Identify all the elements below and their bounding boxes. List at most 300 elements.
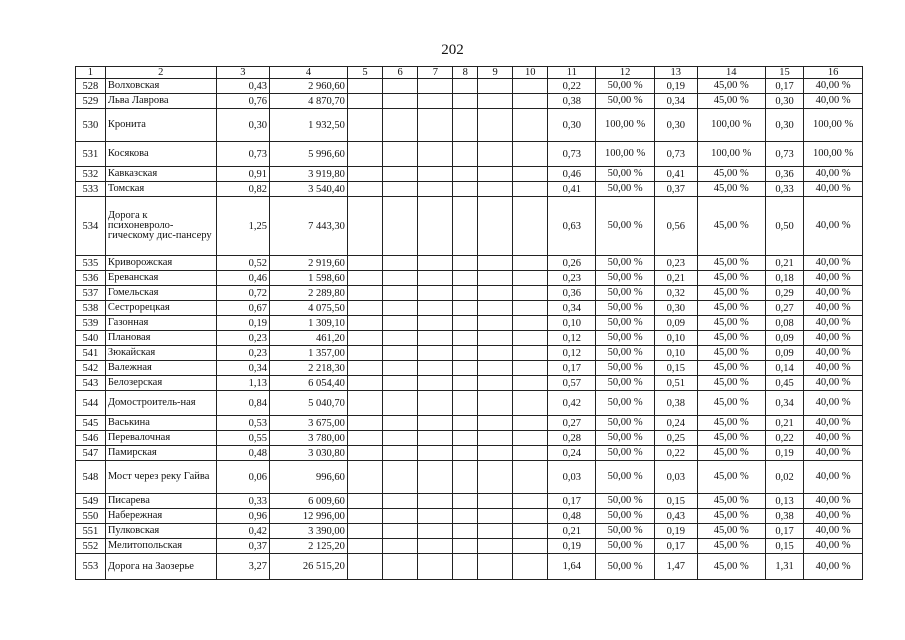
table-row	[76, 446, 863, 461]
percent-16: 40,00 %	[804, 391, 863, 416]
empty-cell	[418, 316, 453, 331]
value-15: 0,30	[765, 109, 803, 142]
percent-14: 100,00 %	[697, 109, 765, 142]
header-row	[76, 67, 863, 79]
empty-cell	[477, 182, 512, 197]
length-value: 0,48	[216, 446, 269, 461]
street-name: Зюкайская	[105, 346, 216, 361]
value-15: 1,31	[765, 554, 803, 580]
percent-16: 40,00 %	[804, 256, 863, 271]
street-name: Белозерская	[105, 376, 216, 391]
empty-cell	[453, 509, 478, 524]
row-number: 548	[76, 461, 106, 494]
percent-16: 40,00 %	[804, 331, 863, 346]
percent-16: 100,00 %	[804, 109, 863, 142]
area-value: 1 598,60	[270, 271, 348, 286]
value-15: 0,09	[765, 346, 803, 361]
length-value: 3,27	[216, 554, 269, 580]
empty-cell	[418, 554, 453, 580]
empty-cell	[513, 361, 548, 376]
street-name: Мелитопольская	[105, 539, 216, 554]
value-11: 0,24	[548, 446, 596, 461]
column-header: 6	[383, 67, 418, 79]
percent-12: 50,00 %	[596, 271, 655, 286]
empty-cell	[453, 271, 478, 286]
empty-cell	[453, 539, 478, 554]
value-13: 0,37	[654, 182, 697, 197]
empty-cell	[347, 316, 382, 331]
table-row	[76, 461, 863, 494]
value-11: 0,46	[548, 167, 596, 182]
empty-cell	[513, 446, 548, 461]
column-header: 11	[548, 67, 596, 79]
empty-cell	[383, 446, 418, 461]
empty-cell	[453, 182, 478, 197]
empty-cell	[418, 539, 453, 554]
row-number: 535	[76, 256, 106, 271]
value-13: 0,09	[654, 316, 697, 331]
length-value: 0,19	[216, 316, 269, 331]
street-name: Газонная	[105, 316, 216, 331]
data-table	[75, 66, 863, 580]
empty-cell	[418, 431, 453, 446]
percent-12: 50,00 %	[596, 182, 655, 197]
table-row	[76, 256, 863, 271]
value-15: 0,09	[765, 331, 803, 346]
empty-cell	[347, 431, 382, 446]
percent-12: 50,00 %	[596, 524, 655, 539]
empty-cell	[383, 182, 418, 197]
empty-cell	[347, 167, 382, 182]
column-header: 15	[765, 67, 803, 79]
percent-16: 40,00 %	[804, 361, 863, 376]
percent-14: 45,00 %	[697, 94, 765, 109]
percent-16: 40,00 %	[804, 301, 863, 316]
empty-cell	[477, 94, 512, 109]
column-header: 10	[513, 67, 548, 79]
value-11: 0,12	[548, 331, 596, 346]
percent-12: 50,00 %	[596, 446, 655, 461]
value-11: 0,30	[548, 109, 596, 142]
empty-cell	[347, 142, 382, 167]
percent-14: 45,00 %	[697, 494, 765, 509]
length-value: 0,55	[216, 431, 269, 446]
percent-16: 40,00 %	[804, 167, 863, 182]
empty-cell	[453, 461, 478, 494]
empty-cell	[477, 331, 512, 346]
value-13: 0,41	[654, 167, 697, 182]
empty-cell	[453, 167, 478, 182]
percent-12: 50,00 %	[596, 391, 655, 416]
percent-14: 45,00 %	[697, 271, 765, 286]
percent-14: 45,00 %	[697, 256, 765, 271]
length-value: 0,23	[216, 346, 269, 361]
row-number: 547	[76, 446, 106, 461]
percent-12: 50,00 %	[596, 167, 655, 182]
table-row	[76, 197, 863, 256]
empty-cell	[513, 461, 548, 494]
length-value: 0,84	[216, 391, 269, 416]
percent-12: 50,00 %	[596, 554, 655, 580]
percent-14: 45,00 %	[697, 79, 765, 94]
empty-cell	[477, 197, 512, 256]
value-15: 0,27	[765, 301, 803, 316]
length-value: 0,72	[216, 286, 269, 301]
percent-12: 50,00 %	[596, 539, 655, 554]
table-row	[76, 554, 863, 580]
column-header: 13	[654, 67, 697, 79]
empty-cell	[383, 346, 418, 361]
value-15: 0,14	[765, 361, 803, 376]
street-name: Валежная	[105, 361, 216, 376]
empty-cell	[347, 416, 382, 431]
percent-14: 45,00 %	[697, 554, 765, 580]
empty-cell	[418, 286, 453, 301]
empty-cell	[418, 391, 453, 416]
table-row	[76, 142, 863, 167]
empty-cell	[477, 316, 512, 331]
street-name: Памирская	[105, 446, 216, 461]
percent-14: 45,00 %	[697, 182, 765, 197]
street-name: Васькина	[105, 416, 216, 431]
area-value: 5 996,60	[270, 142, 348, 167]
empty-cell	[477, 416, 512, 431]
value-13: 0,34	[654, 94, 697, 109]
percent-12: 50,00 %	[596, 301, 655, 316]
area-value: 3 675,00	[270, 416, 348, 431]
length-value: 0,06	[216, 461, 269, 494]
empty-cell	[418, 197, 453, 256]
length-value: 0,52	[216, 256, 269, 271]
empty-cell	[383, 256, 418, 271]
length-value: 0,91	[216, 167, 269, 182]
empty-cell	[383, 524, 418, 539]
length-value: 0,37	[216, 539, 269, 554]
empty-cell	[513, 182, 548, 197]
percent-12: 50,00 %	[596, 461, 655, 494]
percent-16: 40,00 %	[804, 554, 863, 580]
row-number: 542	[76, 361, 106, 376]
row-number: 553	[76, 554, 106, 580]
empty-cell	[418, 361, 453, 376]
street-name: Домостроитель-ная	[105, 391, 216, 416]
empty-cell	[418, 376, 453, 391]
empty-cell	[383, 94, 418, 109]
percent-16: 40,00 %	[804, 79, 863, 94]
empty-cell	[453, 94, 478, 109]
length-value: 0,76	[216, 94, 269, 109]
row-number: 546	[76, 431, 106, 446]
value-15: 0,17	[765, 79, 803, 94]
percent-12: 50,00 %	[596, 94, 655, 109]
empty-cell	[477, 461, 512, 494]
area-value: 2 125,20	[270, 539, 348, 554]
empty-cell	[453, 431, 478, 446]
percent-12: 100,00 %	[596, 142, 655, 167]
table-row	[76, 167, 863, 182]
empty-cell	[513, 301, 548, 316]
percent-14: 45,00 %	[697, 391, 765, 416]
percent-12: 50,00 %	[596, 286, 655, 301]
empty-cell	[418, 416, 453, 431]
empty-cell	[383, 431, 418, 446]
empty-cell	[347, 509, 382, 524]
empty-cell	[477, 271, 512, 286]
empty-cell	[347, 554, 382, 580]
empty-cell	[513, 316, 548, 331]
percent-14: 45,00 %	[697, 524, 765, 539]
empty-cell	[347, 331, 382, 346]
empty-cell	[477, 391, 512, 416]
value-13: 0,03	[654, 461, 697, 494]
table-row	[76, 346, 863, 361]
percent-16: 40,00 %	[804, 346, 863, 361]
value-13: 0,30	[654, 109, 697, 142]
length-value: 0,30	[216, 109, 269, 142]
column-header: 1	[76, 67, 106, 79]
empty-cell	[477, 79, 512, 94]
empty-cell	[513, 142, 548, 167]
empty-cell	[453, 316, 478, 331]
percent-14: 45,00 %	[697, 539, 765, 554]
value-11: 0,41	[548, 182, 596, 197]
empty-cell	[418, 446, 453, 461]
value-13: 1,47	[654, 554, 697, 580]
length-value: 0,53	[216, 416, 269, 431]
street-name: Перевалочная	[105, 431, 216, 446]
row-number: 531	[76, 142, 106, 167]
street-name: Сестрорецкая	[105, 301, 216, 316]
row-number: 549	[76, 494, 106, 509]
column-header: 12	[596, 67, 655, 79]
empty-cell	[513, 431, 548, 446]
value-13: 0,22	[654, 446, 697, 461]
empty-cell	[418, 167, 453, 182]
area-value: 3 540,40	[270, 182, 348, 197]
row-number: 529	[76, 94, 106, 109]
value-11: 0,17	[548, 361, 596, 376]
empty-cell	[453, 79, 478, 94]
percent-14: 45,00 %	[697, 416, 765, 431]
empty-cell	[418, 331, 453, 346]
empty-cell	[418, 79, 453, 94]
empty-cell	[383, 376, 418, 391]
empty-cell	[477, 142, 512, 167]
row-number: 540	[76, 331, 106, 346]
empty-cell	[347, 524, 382, 539]
column-header: 4	[270, 67, 348, 79]
empty-cell	[513, 79, 548, 94]
value-13: 0,56	[654, 197, 697, 256]
row-number: 536	[76, 271, 106, 286]
area-value: 6 054,40	[270, 376, 348, 391]
percent-16: 40,00 %	[804, 316, 863, 331]
row-number: 545	[76, 416, 106, 431]
row-number: 539	[76, 316, 106, 331]
percent-12: 50,00 %	[596, 346, 655, 361]
empty-cell	[513, 197, 548, 256]
value-15: 0,21	[765, 256, 803, 271]
table-row	[76, 524, 863, 539]
empty-cell	[453, 197, 478, 256]
length-value: 0,23	[216, 331, 269, 346]
empty-cell	[453, 446, 478, 461]
row-number: 532	[76, 167, 106, 182]
area-value: 1 357,00	[270, 346, 348, 361]
empty-cell	[383, 416, 418, 431]
table-row	[76, 509, 863, 524]
percent-14: 45,00 %	[697, 461, 765, 494]
table-row	[76, 79, 863, 94]
area-value: 1 309,10	[270, 316, 348, 331]
street-name: Ереванская	[105, 271, 216, 286]
empty-cell	[347, 79, 382, 94]
value-11: 0,36	[548, 286, 596, 301]
empty-cell	[477, 376, 512, 391]
empty-cell	[418, 271, 453, 286]
percent-16: 40,00 %	[804, 446, 863, 461]
value-13: 0,15	[654, 494, 697, 509]
empty-cell	[418, 256, 453, 271]
empty-cell	[383, 331, 418, 346]
column-header: 7	[418, 67, 453, 79]
length-value: 0,42	[216, 524, 269, 539]
empty-cell	[383, 509, 418, 524]
row-number: 537	[76, 286, 106, 301]
street-name: Дорога к психоневроло-гическому дис-пансеру	[105, 197, 216, 256]
empty-cell	[477, 286, 512, 301]
area-value: 1 932,50	[270, 109, 348, 142]
empty-cell	[383, 167, 418, 182]
empty-cell	[477, 509, 512, 524]
length-value: 0,67	[216, 301, 269, 316]
empty-cell	[347, 461, 382, 494]
empty-cell	[383, 286, 418, 301]
percent-14: 45,00 %	[697, 361, 765, 376]
value-11: 0,10	[548, 316, 596, 331]
percent-16: 40,00 %	[804, 494, 863, 509]
row-number: 544	[76, 391, 106, 416]
empty-cell	[418, 509, 453, 524]
empty-cell	[418, 94, 453, 109]
empty-cell	[347, 346, 382, 361]
value-15: 0,29	[765, 286, 803, 301]
empty-cell	[383, 361, 418, 376]
empty-cell	[347, 197, 382, 256]
row-number: 534	[76, 197, 106, 256]
value-11: 0,22	[548, 79, 596, 94]
street-name: Дорога на Заозерье	[105, 554, 216, 580]
empty-cell	[383, 142, 418, 167]
value-15: 0,73	[765, 142, 803, 167]
empty-cell	[453, 376, 478, 391]
value-15: 0,02	[765, 461, 803, 494]
empty-cell	[453, 494, 478, 509]
percent-16: 40,00 %	[804, 539, 863, 554]
empty-cell	[477, 524, 512, 539]
table-row	[76, 316, 863, 331]
value-11: 1,64	[548, 554, 596, 580]
length-value: 0,46	[216, 271, 269, 286]
value-13: 0,24	[654, 416, 697, 431]
table-row	[76, 494, 863, 509]
table-row	[76, 391, 863, 416]
empty-cell	[513, 94, 548, 109]
area-value: 6 009,60	[270, 494, 348, 509]
street-name: Льва Лаврова	[105, 94, 216, 109]
empty-cell	[477, 256, 512, 271]
empty-cell	[513, 494, 548, 509]
percent-16: 40,00 %	[804, 182, 863, 197]
percent-14: 100,00 %	[697, 142, 765, 167]
empty-cell	[383, 197, 418, 256]
empty-cell	[347, 391, 382, 416]
empty-cell	[383, 271, 418, 286]
page-number: 202	[441, 42, 464, 58]
street-name: Набережная	[105, 509, 216, 524]
empty-cell	[383, 461, 418, 494]
empty-cell	[418, 142, 453, 167]
empty-cell	[513, 331, 548, 346]
table-row	[76, 376, 863, 391]
value-11: 0,48	[548, 509, 596, 524]
percent-14: 45,00 %	[697, 301, 765, 316]
length-value: 0,73	[216, 142, 269, 167]
empty-cell	[347, 494, 382, 509]
value-15: 0,17	[765, 524, 803, 539]
empty-cell	[477, 301, 512, 316]
row-number: 543	[76, 376, 106, 391]
empty-cell	[453, 331, 478, 346]
column-header: 14	[697, 67, 765, 79]
table-row	[76, 416, 863, 431]
empty-cell	[347, 446, 382, 461]
area-value: 12 996,00	[270, 509, 348, 524]
area-value: 4 870,70	[270, 94, 348, 109]
empty-cell	[477, 109, 512, 142]
percent-12: 50,00 %	[596, 509, 655, 524]
street-name: Кронита	[105, 109, 216, 142]
empty-cell	[453, 286, 478, 301]
empty-cell	[453, 346, 478, 361]
percent-16: 40,00 %	[804, 94, 863, 109]
percent-16: 40,00 %	[804, 271, 863, 286]
value-15: 0,21	[765, 416, 803, 431]
area-value: 3 030,80	[270, 446, 348, 461]
percent-16: 40,00 %	[804, 286, 863, 301]
value-11: 0,03	[548, 461, 596, 494]
area-value: 2 960,60	[270, 79, 348, 94]
empty-cell	[383, 109, 418, 142]
value-13: 0,19	[654, 524, 697, 539]
empty-cell	[477, 494, 512, 509]
percent-14: 45,00 %	[697, 331, 765, 346]
value-13: 0,25	[654, 431, 697, 446]
value-13: 0,23	[654, 256, 697, 271]
percent-14: 45,00 %	[697, 167, 765, 182]
empty-cell	[347, 376, 382, 391]
table-row	[76, 361, 863, 376]
empty-cell	[513, 271, 548, 286]
value-11: 0,34	[548, 301, 596, 316]
row-number: 541	[76, 346, 106, 361]
empty-cell	[453, 391, 478, 416]
area-value: 2 919,60	[270, 256, 348, 271]
empty-cell	[383, 79, 418, 94]
column-header: 8	[453, 67, 478, 79]
area-value: 4 075,50	[270, 301, 348, 316]
value-15: 0,19	[765, 446, 803, 461]
